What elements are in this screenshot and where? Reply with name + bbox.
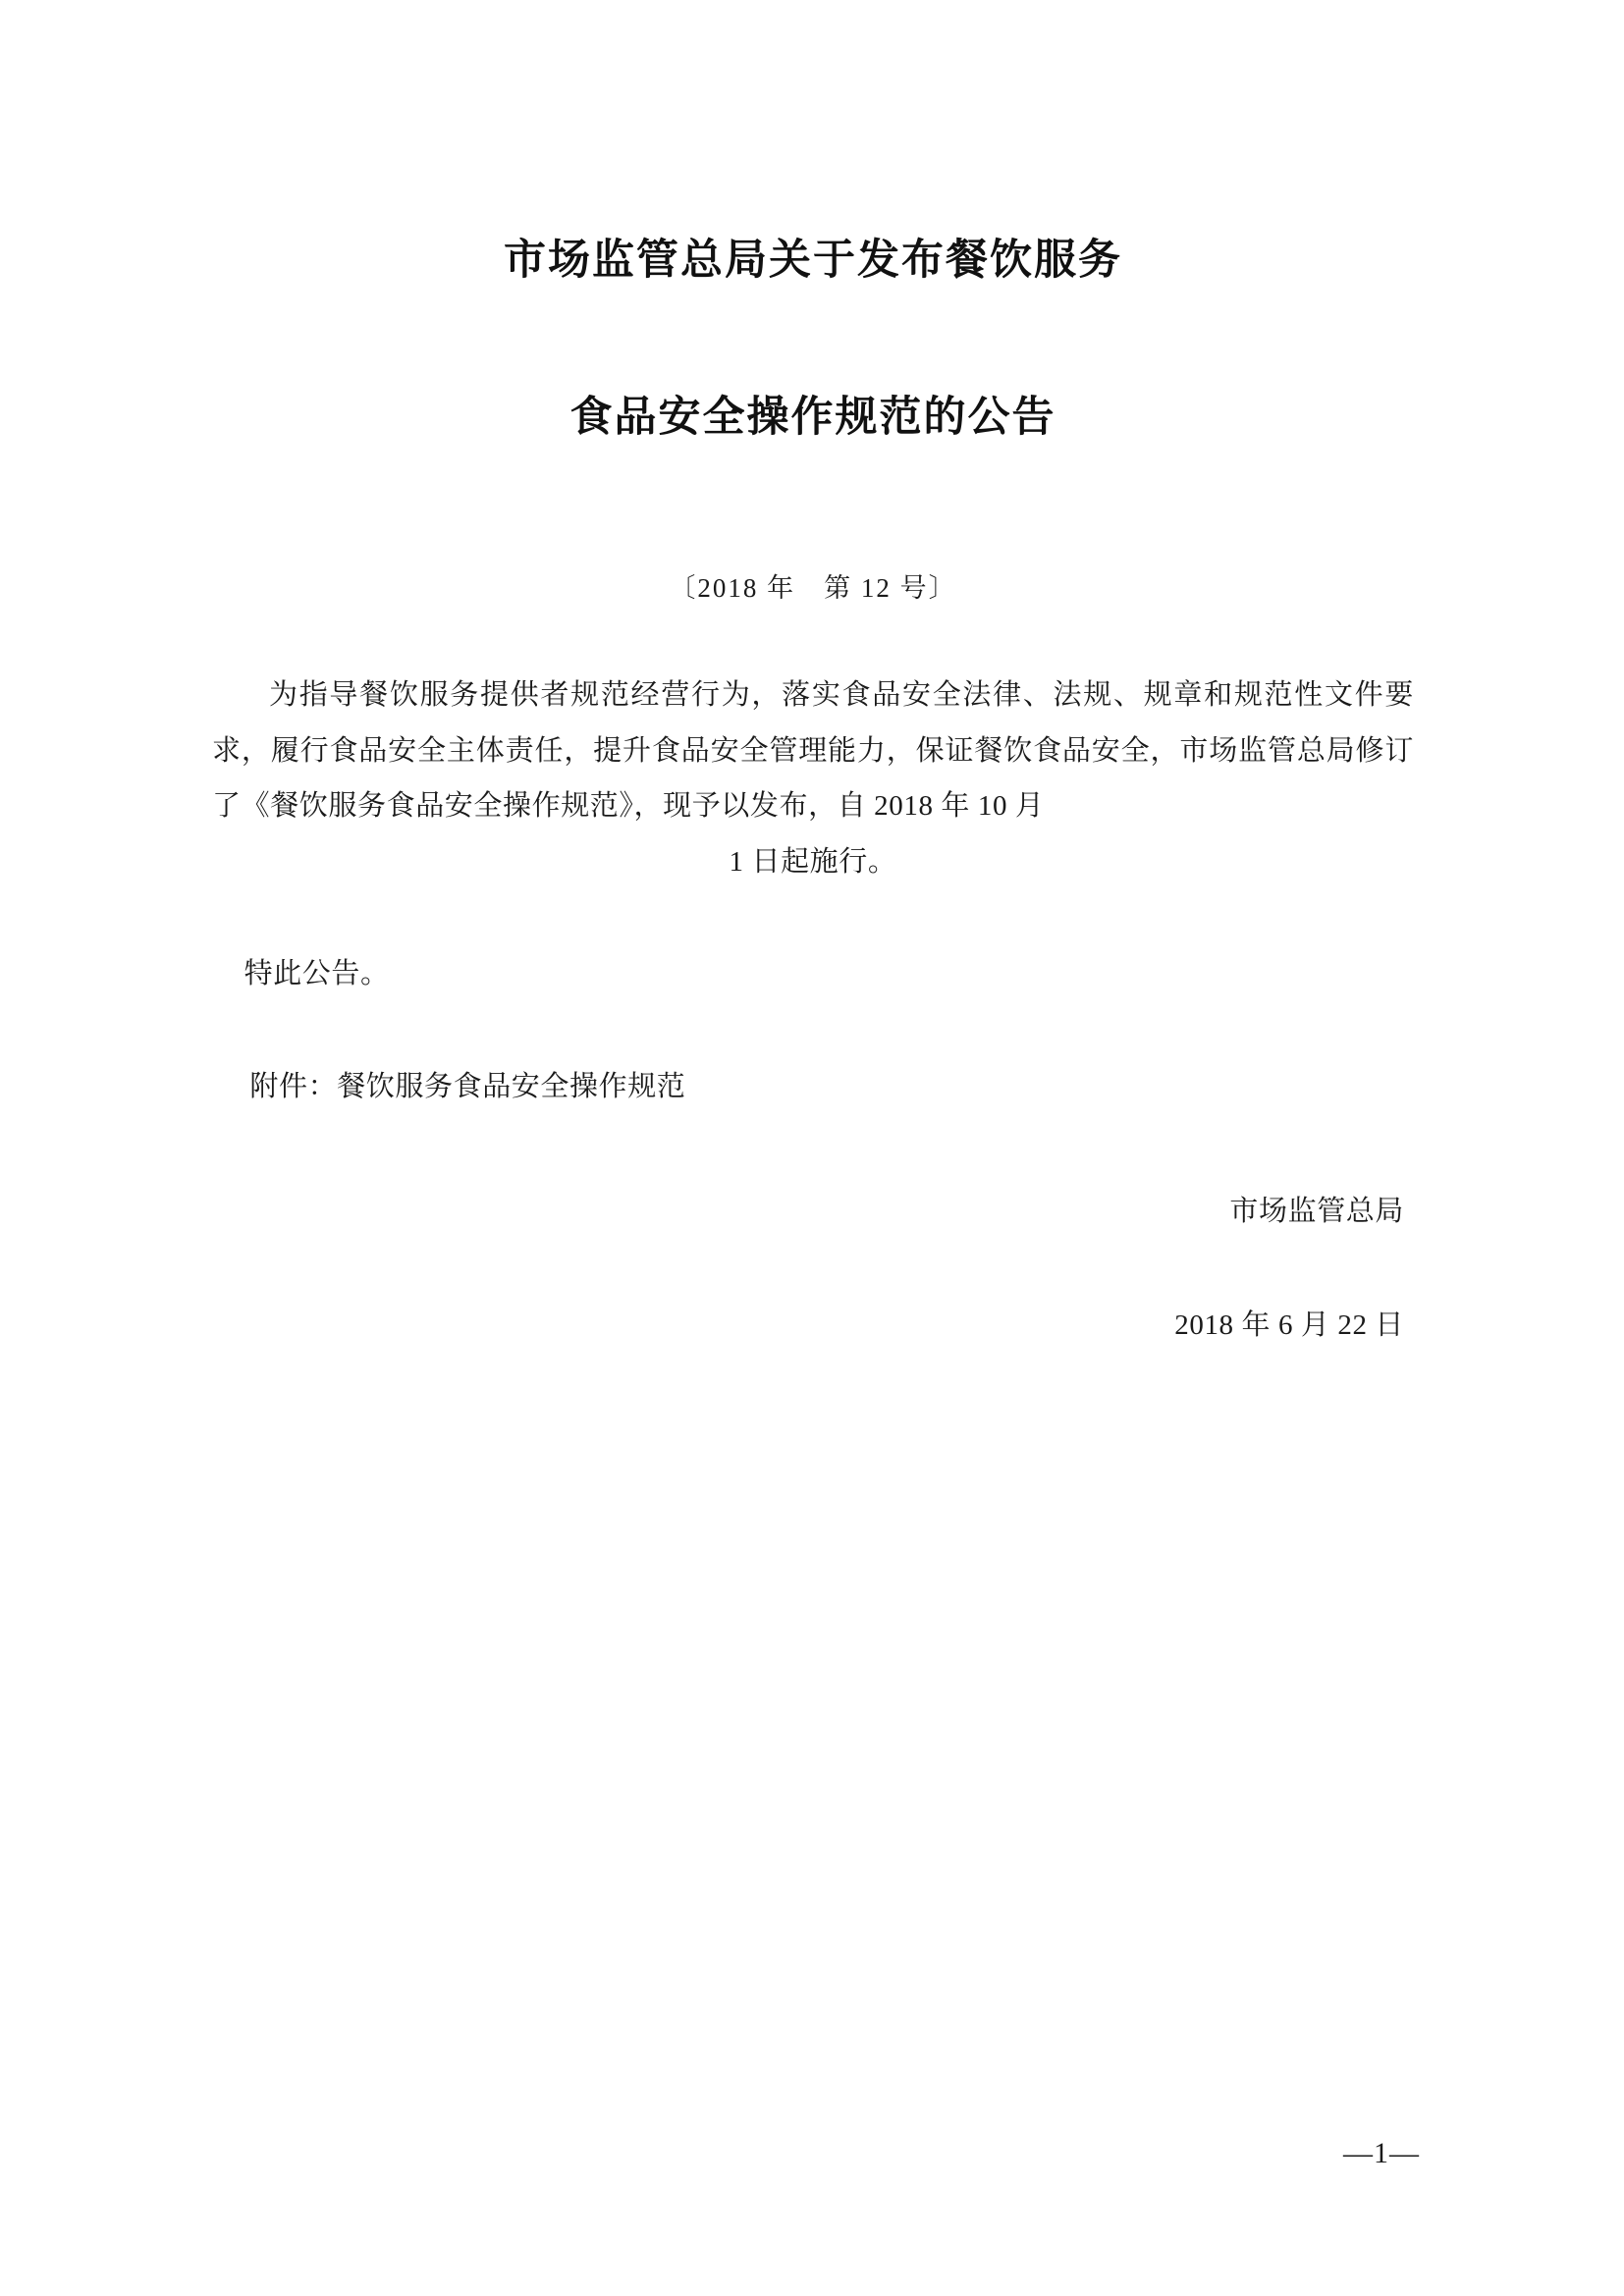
paragraph-notice: 特此公告。 [244,958,390,990]
paragraph-attachment: 附件：餐饮服务食品安全操作规范 [249,1070,686,1102]
title-line-1: 市场监管总局关于发布餐饮服务 [504,236,1122,285]
paragraph-main [204,667,1422,889]
issuer-name: 市场监管总局 [1229,1196,1404,1228]
document-number: 〔2018 年 第 12 号〕 [669,573,957,604]
paragraph-main-last-line: 1 日起施行。 [729,845,897,878]
title-line-2: 食品安全操作规范的公告 [569,392,1056,442]
document-body [204,0,1422,1343]
paragraph-main-text: 为指导餐饮服务提供者规范经营行为，落实食品安全法律、法规、规章和规范性文件要求，履行食品安全主体责任，提升食品安全管理能力，保证餐饮食品安全，市场监管总局修订了《餐饮服务食品安全操作规范》，现予以发布，自 2018 年 10 月 [212,679,1414,823]
issue-date: 2018 年 6 月 22 日 [1174,1308,1404,1341]
page-number: —1— [1343,2137,1420,2169]
document-title [204,236,1422,443]
